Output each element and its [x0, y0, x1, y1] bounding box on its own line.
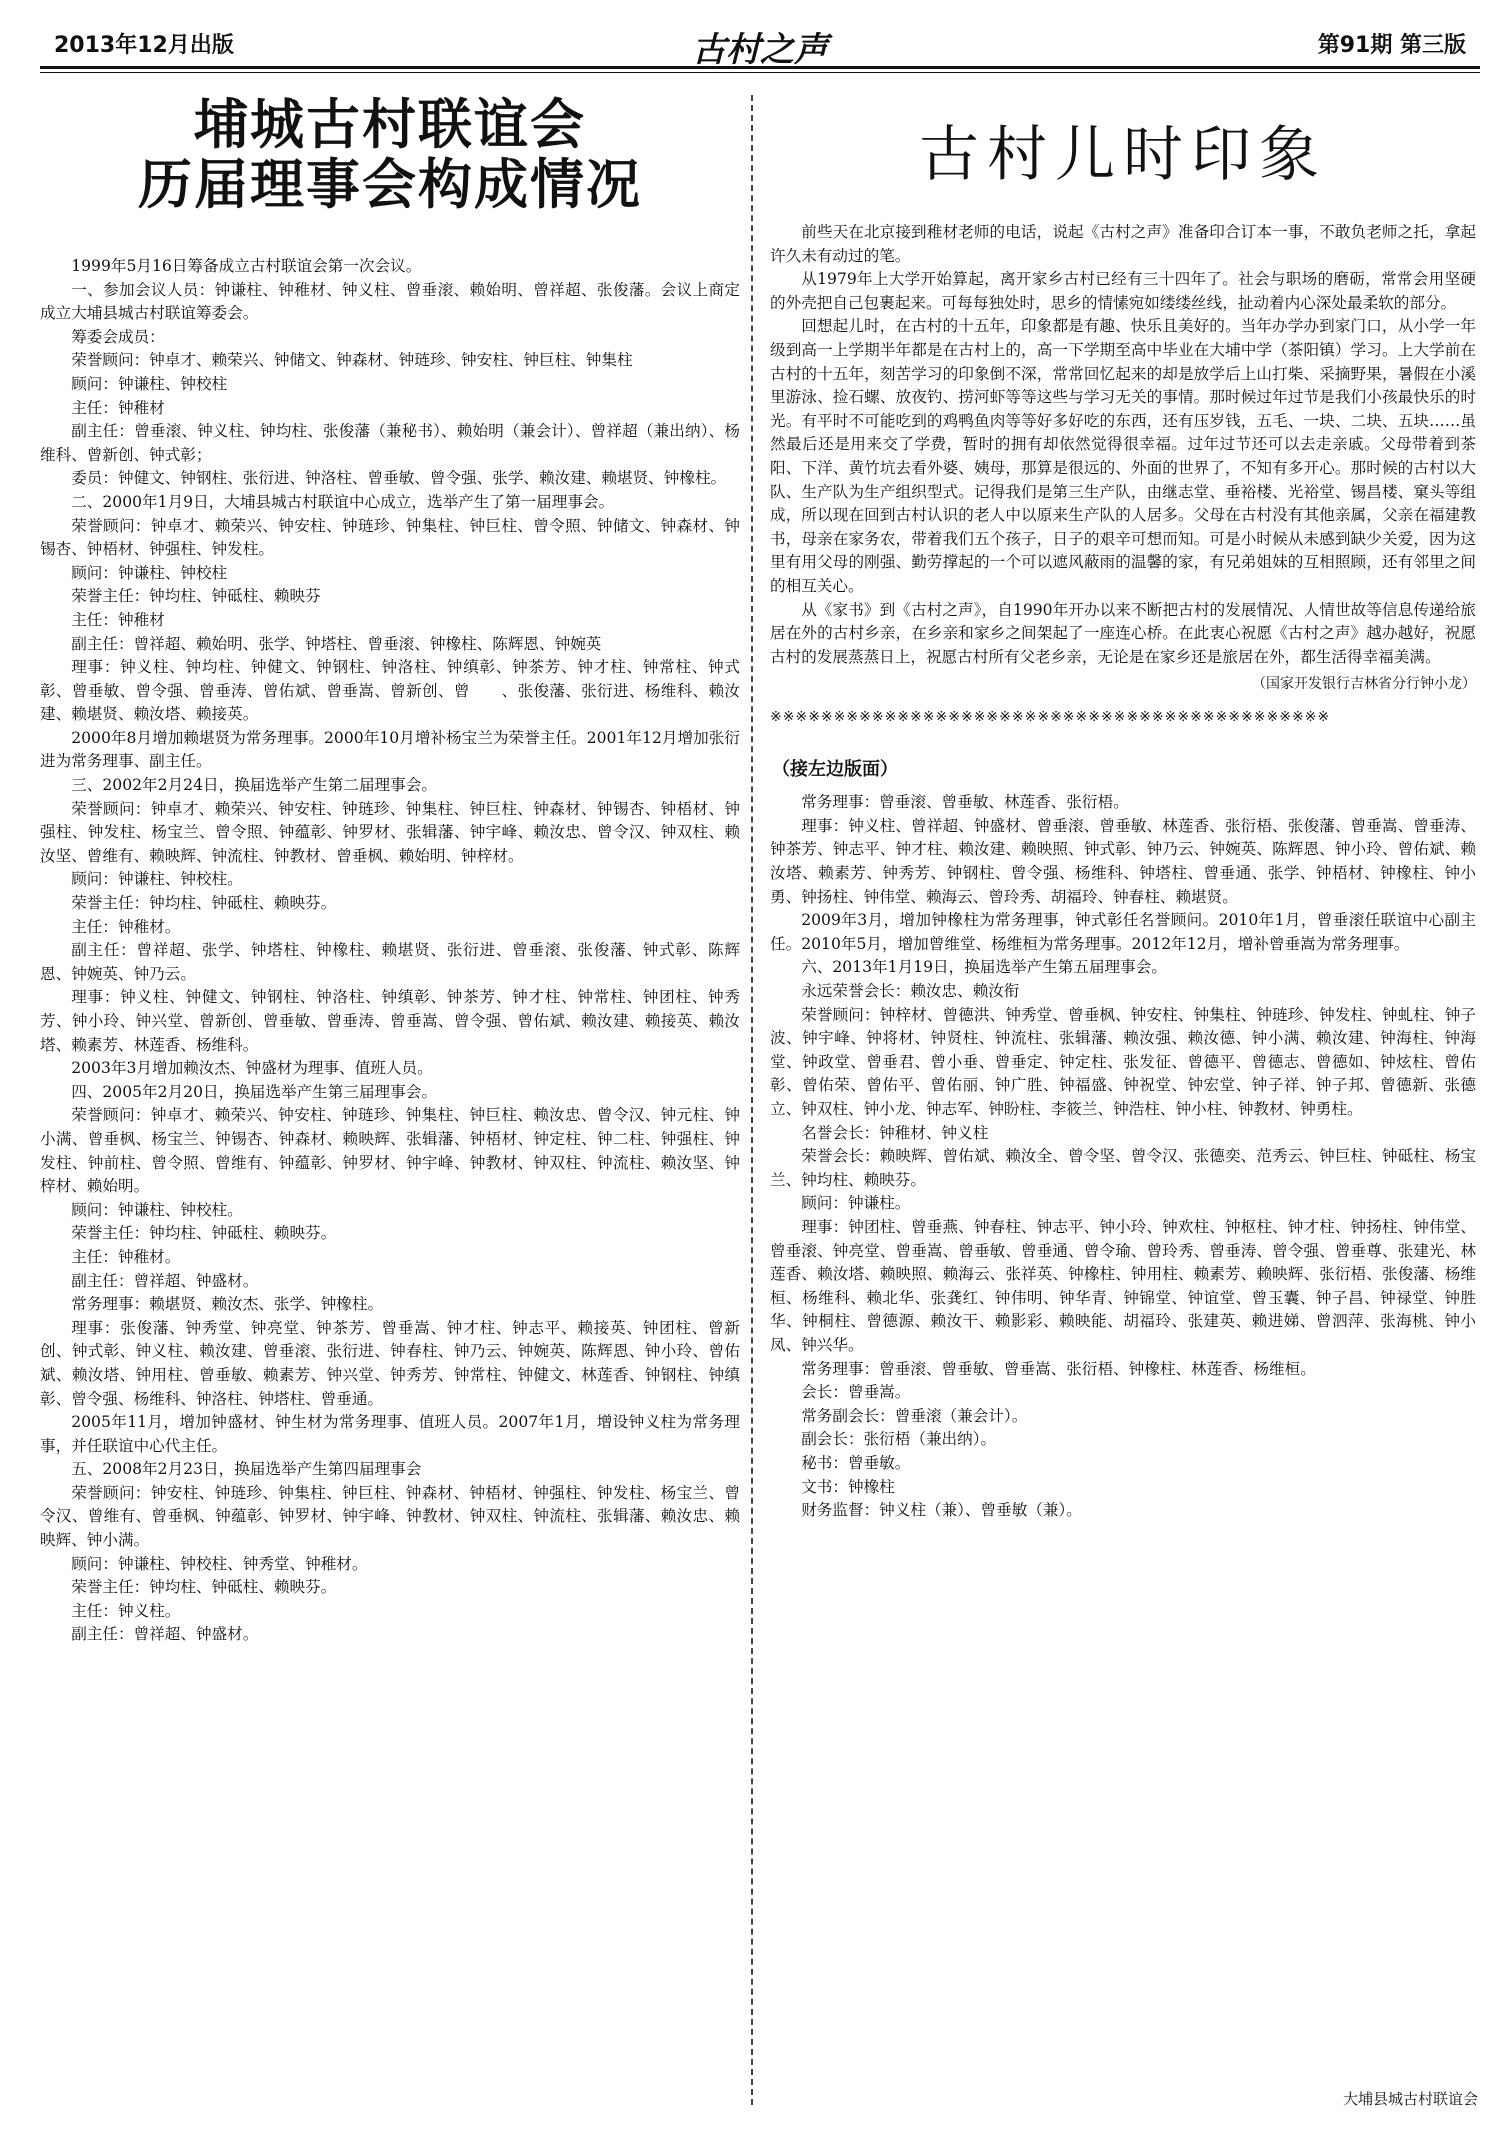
- left-article-title: [40, 95, 740, 215]
- paragraph: 理事：钟义柱、曾祥超、钟盛材、曾垂滚、曾垂敏、林莲香、张衍梧、张俊藩、曾垂嵩、曾垂涛、钟茶芳、钟志平、钟才柱、赖汝建、赖映照、钟式彰、钟乃云、钟婉英、陈辉恩、钟小玲、曾佑斌、赖汝塔、赖素芳、钟秀芳、钟钢柱、曾令强、杨维科、钟塔柱、曾垂通、张学、钟梧材、钟橡柱、钟小勇、钟扬柱、钟伟堂、赖海云、曾玲秀、胡福玲、钟春柱、赖堪贤。: [770, 816, 1476, 906]
- paragraph: 主任：钟稚材: [71, 398, 165, 417]
- footer-organization: 大埔县城古村联谊会: [1342, 2090, 1478, 2108]
- left-title-line-2: 历届理事会构成情况: [138, 153, 642, 216]
- paragraph: 顾问：钟谦柱、钟校柱。: [71, 1200, 243, 1219]
- paragraph: 秘书：曾垂敏。: [801, 1453, 911, 1472]
- paragraph: 永远荣誉会长：赖汝忠、赖汝衔: [801, 982, 1020, 1001]
- paragraph: 荣誉顾问：钟卓才、赖荣兴、钟安柱、钟琏珍、钟集柱、钟巨柱、钟森材、钟锡杏、钟梧材、钟强柱、钟发柱、杨宝兰、曾令照、钟蕴彰、钟罗材、张辑藩、钟宇峰、赖汝忠、曾令汉、钟双柱、赖汝坚、曾维有、赖映辉、钟流柱、钟教材、曾垂枫、赖始明、钟梓材。: [40, 799, 740, 865]
- paragraph: 文书：钟橡柱: [801, 1477, 895, 1496]
- paragraph: 副会长：张衍梧（兼出纳）。: [801, 1430, 997, 1449]
- page-header: [40, 22, 1480, 70]
- paragraph: 荣誉主任：钟均柱、钟砥柱、赖映芬。: [71, 894, 337, 913]
- paragraph: 主任：钟稚材: [71, 610, 165, 629]
- paragraph: 理事：钟义柱、钟健文、钟钢柱、钟洛柱、钟缜彰、钟茶芳、钟才柱、钟常柱、钟团柱、钟秀芳、钟小玲、钟兴堂、曾新创、曾垂敏、曾垂涛、曾垂嵩、曾令强、曾佑斌、赖汝建、赖接英、赖汝塔、赖素芳、林莲香、杨维科。: [40, 988, 740, 1054]
- paragraph: 荣誉顾问：钟卓才、赖荣兴、钟安柱、钟琏珍、钟集柱、钟巨柱、赖汝忠、曾令汉、钟元柱、钟小满、曾垂枫、杨宝兰、钟锡杏、钟森材、赖映辉、张辑藩、钟梧材、钟定柱、钟二柱、钟强柱、钟发柱、钟前柱、曾令照、曾维有、钟蕴彰、钟罗材、钟宇峰、钟教材、钟双柱、钟流柱、赖汝坚、钟梓材、赖始明。: [40, 1106, 740, 1196]
- continuation-body: [770, 791, 1476, 1522]
- paragraph: 名誉会长：钟稚材、钟义柱: [801, 1123, 989, 1142]
- left-article-body: [40, 255, 740, 1647]
- paragraph: 荣誉顾问：钟卓才、赖荣兴、钟安柱、钟琏珍、钟集柱、钟巨柱、曾令照、钟储文、钟森材、钟锡杏、钟梧材、钟强柱、钟发柱。: [40, 516, 740, 559]
- paragraph: 常务副会长：曾垂滚（兼会计）。: [801, 1406, 1028, 1425]
- paragraph: 主任：钟稚材。: [71, 1247, 181, 1266]
- paragraph: 荣誉顾问：钟安柱、钟琏珍、钟集柱、钟巨柱、钟森材、钟梧材、钟强柱、钟发柱、杨宝兰、曾令汉、曾维有、曾垂枫、钟蕴彰、钟罗材、钟宇峰、钟教材、钟双柱、钟流柱、张辑藩、赖汝忠、赖映辉、钟小满。: [40, 1483, 740, 1550]
- paragraph: 副主任：曾祥超、张学、钟塔柱、钟橡柱、赖堪贤、张衍进、曾垂滚、张俊藩、钟式彰、陈辉恩、钟婉英、钟乃云。: [40, 941, 740, 983]
- paragraph: 副主任：曾祥超、钟盛材。: [71, 1271, 259, 1290]
- paragraph: 理事：钟团柱、曾垂燕、钟春柱、钟志平、钟小玲、钟欢柱、钟枢柱、钟才柱、钟扬柱、钟伟堂、曾垂滚、钟亮堂、曾垂嵩、曾垂敏、曾垂通、曾令瑜、曾玲秀、曾垂涛、曾令强、曾垂尊、张建光、林莲香、赖汝塔、赖映照、赖海云、张祥英、钟橡柱、钟用柱、赖素芳、赖映辉、张衍梧、张俊藩、杨维桓、杨维科、赖北华、张龚红、钟伟明、钟华青、钟锦堂、钟谊堂、曾玉囊、钟子昌、钟禄堂、钟胜华、钟桐柱、曾德源、赖汝干、赖影彩、赖映能、胡福玲、张建英、赖进娣、曾泗萍、张海桃、钟小凤、钟兴华。: [770, 1217, 1476, 1354]
- paragraph: 委员：钟健文、钟钢柱、张衍进、钟洛柱、曾垂敏、曾令强、张学、赖汝建、赖堪贤、钟橡柱。: [71, 469, 727, 488]
- paragraph: 从1979年上大学开始算起，离开家乡古村已经有三十四年了。社会与职场的磨砺，常常会用坚硬的外壳把自己包裹起来。可每每独处时，思乡的情愫宛如缕缕丝线，扯动着内心深处最柔软的部分。: [770, 270, 1476, 312]
- paragraph: 顾问：钟谦柱、钟校柱: [71, 563, 228, 582]
- continuation-label: （接左边版面）: [772, 759, 898, 781]
- paragraph: 2000年8月增加赖堪贤为常务理事。2000年10月增补杨宝兰为荣誉主任。2001年12月增加张衍进为常务理事、副主任。: [40, 728, 740, 771]
- article-signature: （国家开发银行吉林省分行钟小龙）: [1252, 676, 1476, 693]
- paragraph: 副主任：曾祥超、赖始明、张学、钟塔柱、曾垂滚、钟橡柱、陈辉恩、钟婉英: [71, 634, 602, 653]
- paragraph: 六、2013年1月19日，换届选举产生第五届理事会。: [801, 958, 1167, 977]
- paragraph: 2005年11月，增加钟盛材、钟生材为常务理事、值班人员。2007年1月，增设钟义柱为常务理事，并任联谊中心代主任。: [40, 1413, 740, 1455]
- paragraph: 顾问：钟谦柱、钟校柱: [71, 374, 228, 393]
- paragraph: 顾问：钟谦柱、钟校柱。: [71, 870, 243, 889]
- column-divider: [751, 95, 753, 2105]
- paragraph: 常务理事：赖堪贤、赖汝杰、张学、钟橡柱。: [71, 1295, 384, 1314]
- issue-number: 第91期 第三版: [1317, 33, 1466, 58]
- header-rule: [40, 66, 1480, 69]
- paragraph: 荣誉主任：钟均柱、钟砥柱、赖映芬。: [71, 1578, 337, 1597]
- paragraph: 四、2005年2月20日，换届选举产生第三届理事会。: [71, 1082, 437, 1101]
- left-article: [40, 95, 740, 1647]
- paragraph: 副主任：曾垂滚、钟义柱、钟均柱、张俊藩（兼秘书）、赖始明（兼会计）、曾祥超（兼出纳）、杨维科、曾新创、钟式彰；: [40, 422, 740, 464]
- paragraph: 理事：钟义柱、钟均柱、钟健文、钟钢柱、钟洛柱、钟缜彰、钟茶芳、钟才柱、钟常柱、钟式彰、曾垂敏、曾令强、曾垂涛、曾佑斌、曾垂嵩、曾新创、曾 、张俊藩、张衍进、杨维科、赖汝建、赖堪贤、赖汝塔、赖接英。: [40, 658, 740, 724]
- paragraph: 副主任：曾祥超、钟盛材。: [71, 1625, 259, 1644]
- paragraph: 主任：钟义柱。: [71, 1601, 181, 1620]
- right-article-body: [770, 221, 1476, 669]
- right-article: [770, 95, 1476, 1523]
- paragraph: 回想起儿时，在古村的十五年，印象都是有趣、快乐且美好的。当年办学办到家门口，从小学一年级到高一上学期半年都是在古村上的，高一下学期至高中毕业在大埔中学（茶阳镇）学习。上大学前在古村的十五年，刻苦学习的印象倒不深，常常回忆起来的却是放学后上山打柴、采摘野果，暑假在小溪里游泳、捡石螺、放夜钓、捞河虾等等这些与学习无关的事情。那时候过年过节是我们小孩最快乐的时光。有平时不可能吃到的鸡鸭鱼肉等等好多好吃的东西，还有压岁钱，五毛、一块、二块、五块……虽然最后还是用来交了学费，暂时的拥有却依然觉得很幸福。过年过节还可以去走亲戚。父母带着到茶阳、下洋、黄竹坑去看外婆、姨母，那算是很远的、外面的世界了，不知有多开心。那时候的古村以大队、生产队为生产组织型式。记得我们是第三生产队，由继志堂、垂裕楼、光裕堂、锡昌楼、窠头等组成，所以现在回到古村认识的老人中以原来生产队的人居多。父母在古村没有其他亲属，父亲在福建教书，母亲在家务农，带着我们五个孩子，日子的艰辛可想而知。可是小时候从未感到缺少关爱，因为这里有用父母的刚强、勤劳撑起的一个可以遮风蔽雨的温馨的家，有兄弟姐妹的互相照顾，还有邻里之间的相互关心。: [770, 317, 1476, 595]
- paragraph: 顾问：钟谦柱、钟校柱、钟秀堂、钟稚材。: [71, 1554, 368, 1573]
- paragraph: 2003年3月增加赖汝杰、钟盛材为理事、值班人员。: [71, 1059, 433, 1078]
- paragraph: 从《家书》到《古村之声》，自1990年开办以来不断把古村的发展情况、人情世故等信息传递给旅居在外的古村乡亲，在乡亲和家乡之间架起了一座连心桥。在此衷心祝愿《古村之声》越办越好，祝愿古村的发展蒸蒸日上，祝愿古村所有父老乡亲，无论是在家乡还是旅居在外，都生活得幸福美满。: [770, 600, 1476, 666]
- paragraph: 二、2000年1月9日，大埔县城古村联谊中心成立，选举产生了第一届理事会。: [71, 492, 615, 511]
- paragraph: 一、参加会议人员：钟谦柱、钟稚材、钟义柱、曾垂滚、赖始明、曾祥超、张俊藩。会议上商定成立大埔县城古村联谊筹委会。: [40, 280, 740, 323]
- paragraph: 荣誉顾问：钟梓材、曾德洪、钟秀堂、曾垂枫、钟安柱、钟集柱、钟琏珍、钟发柱、钟虬柱、钟子波、钟宇峰、钟将材、钟贤柱、钟流柱、张辑藩、赖汝强、赖汝德、钟小满、赖汝建、钟海柱、钟海堂、钟政堂、曾垂君、曾小垂、曾垂定、钟定柱、张发征、曾德平、曾德志、曾德如、钟炫柱、曾佑彰、曾佑荣、曾佑平、曾佑丽、钟广胜、钟福盛、钟祝堂、钟宏堂、钟子祥、钟子邦、曾德新、张德立、钟双柱、钟小龙、钟志军、钟盼柱、李筱兰、钟浩柱、钟小柱、钟教材、钟勇柱。: [770, 1005, 1476, 1118]
- paragraph: 筹委会成员：: [71, 327, 165, 346]
- paragraph: 荣誉主任：钟均柱、钟砥柱、赖映芬。: [71, 1224, 337, 1243]
- paragraph: 常务理事：曾垂滚、曾垂敏、林莲香、张衍梧。: [801, 793, 1129, 812]
- right-article-title: 古村儿时印象: [919, 120, 1327, 190]
- paragraph: 2009年3月，增加钟橡柱为常务理事，钟式彰任名誉顾问。2010年1月，曾垂滚任联谊中心副主任。2010年5月，增加曾维堂、杨维桓为常务理事。2012年12月，增补曾垂嵩为常务理事。: [770, 911, 1476, 953]
- left-title-line-1: 埔城古村联谊会: [194, 93, 586, 156]
- paragraph: 三、2002年2月24日，换届选举产生第二届理事会。: [71, 776, 437, 795]
- paragraph: 五、2008年2月23日，换届选举产生第四届理事会: [71, 1460, 422, 1479]
- publication-date: 2013年12月出版: [54, 33, 234, 58]
- paragraph: 会长：曾垂嵩。: [801, 1383, 911, 1402]
- section-separator: ※※※※※※※※※※※※※※※※※※※※※※※※※※※※※※※※※※※※※※※※※※※※: [770, 709, 1331, 726]
- paragraph: 主任：钟稚材。: [71, 917, 181, 936]
- newspaper-title: 古村之声: [692, 30, 828, 70]
- paragraph: 常务理事：曾垂滚、曾垂敏、曾垂嵩、张衍梧、钟橡柱、林莲香、杨维桓。: [801, 1359, 1316, 1378]
- paragraph: 理事：张俊藩、钟秀堂、钟亮堂、钟茶芳、曾垂嵩、钟才柱、钟志平、赖接英、钟团柱、曾新创、钟式彰、钟义柱、赖汝建、曾垂滚、张衍进、钟春柱、钟乃云、钟婉英、陈辉恩、钟小玲、曾佑斌、赖汝塔、钟用柱、曾垂敏、赖素芳、钟兴堂、钟秀芳、钟常柱、钟健文、林莲香、钟钢柱、钟缜彰、曾令强、杨维科、钟洛柱、钟塔柱、曾垂通。: [40, 1318, 740, 1408]
- paragraph: 荣誉主任：钟均柱、钟砥柱、赖映芬: [71, 587, 321, 606]
- paragraph: 荣誉会长：赖映辉、曾佑斌、赖汝全、曾令坚、曾令汉、张德奕、范秀云、钟巨柱、钟砥柱、杨宝兰、钟均柱、赖映芬。: [770, 1147, 1476, 1189]
- paragraph: 顾问：钟谦柱。: [801, 1194, 911, 1213]
- header-rule-thin: [40, 72, 1480, 73]
- paragraph: 财务监督：钟义柱（兼）、曾垂敏（兼）。: [801, 1501, 1082, 1520]
- paragraph: 前些天在北京接到稚材老师的电话，说起《古村之声》准备印合订本一事，不敢负老师之托，拿起许久未有动过的笔。: [770, 223, 1476, 265]
- paragraph: 1999年5月16日筹备成立古村联谊会第一次会议。: [71, 257, 422, 275]
- paragraph: 荣誉顾问：钟卓才、赖荣兴、钟储文、钟森材、钟琏珍、钟安柱、钟巨柱、钟集柱: [71, 351, 633, 370]
